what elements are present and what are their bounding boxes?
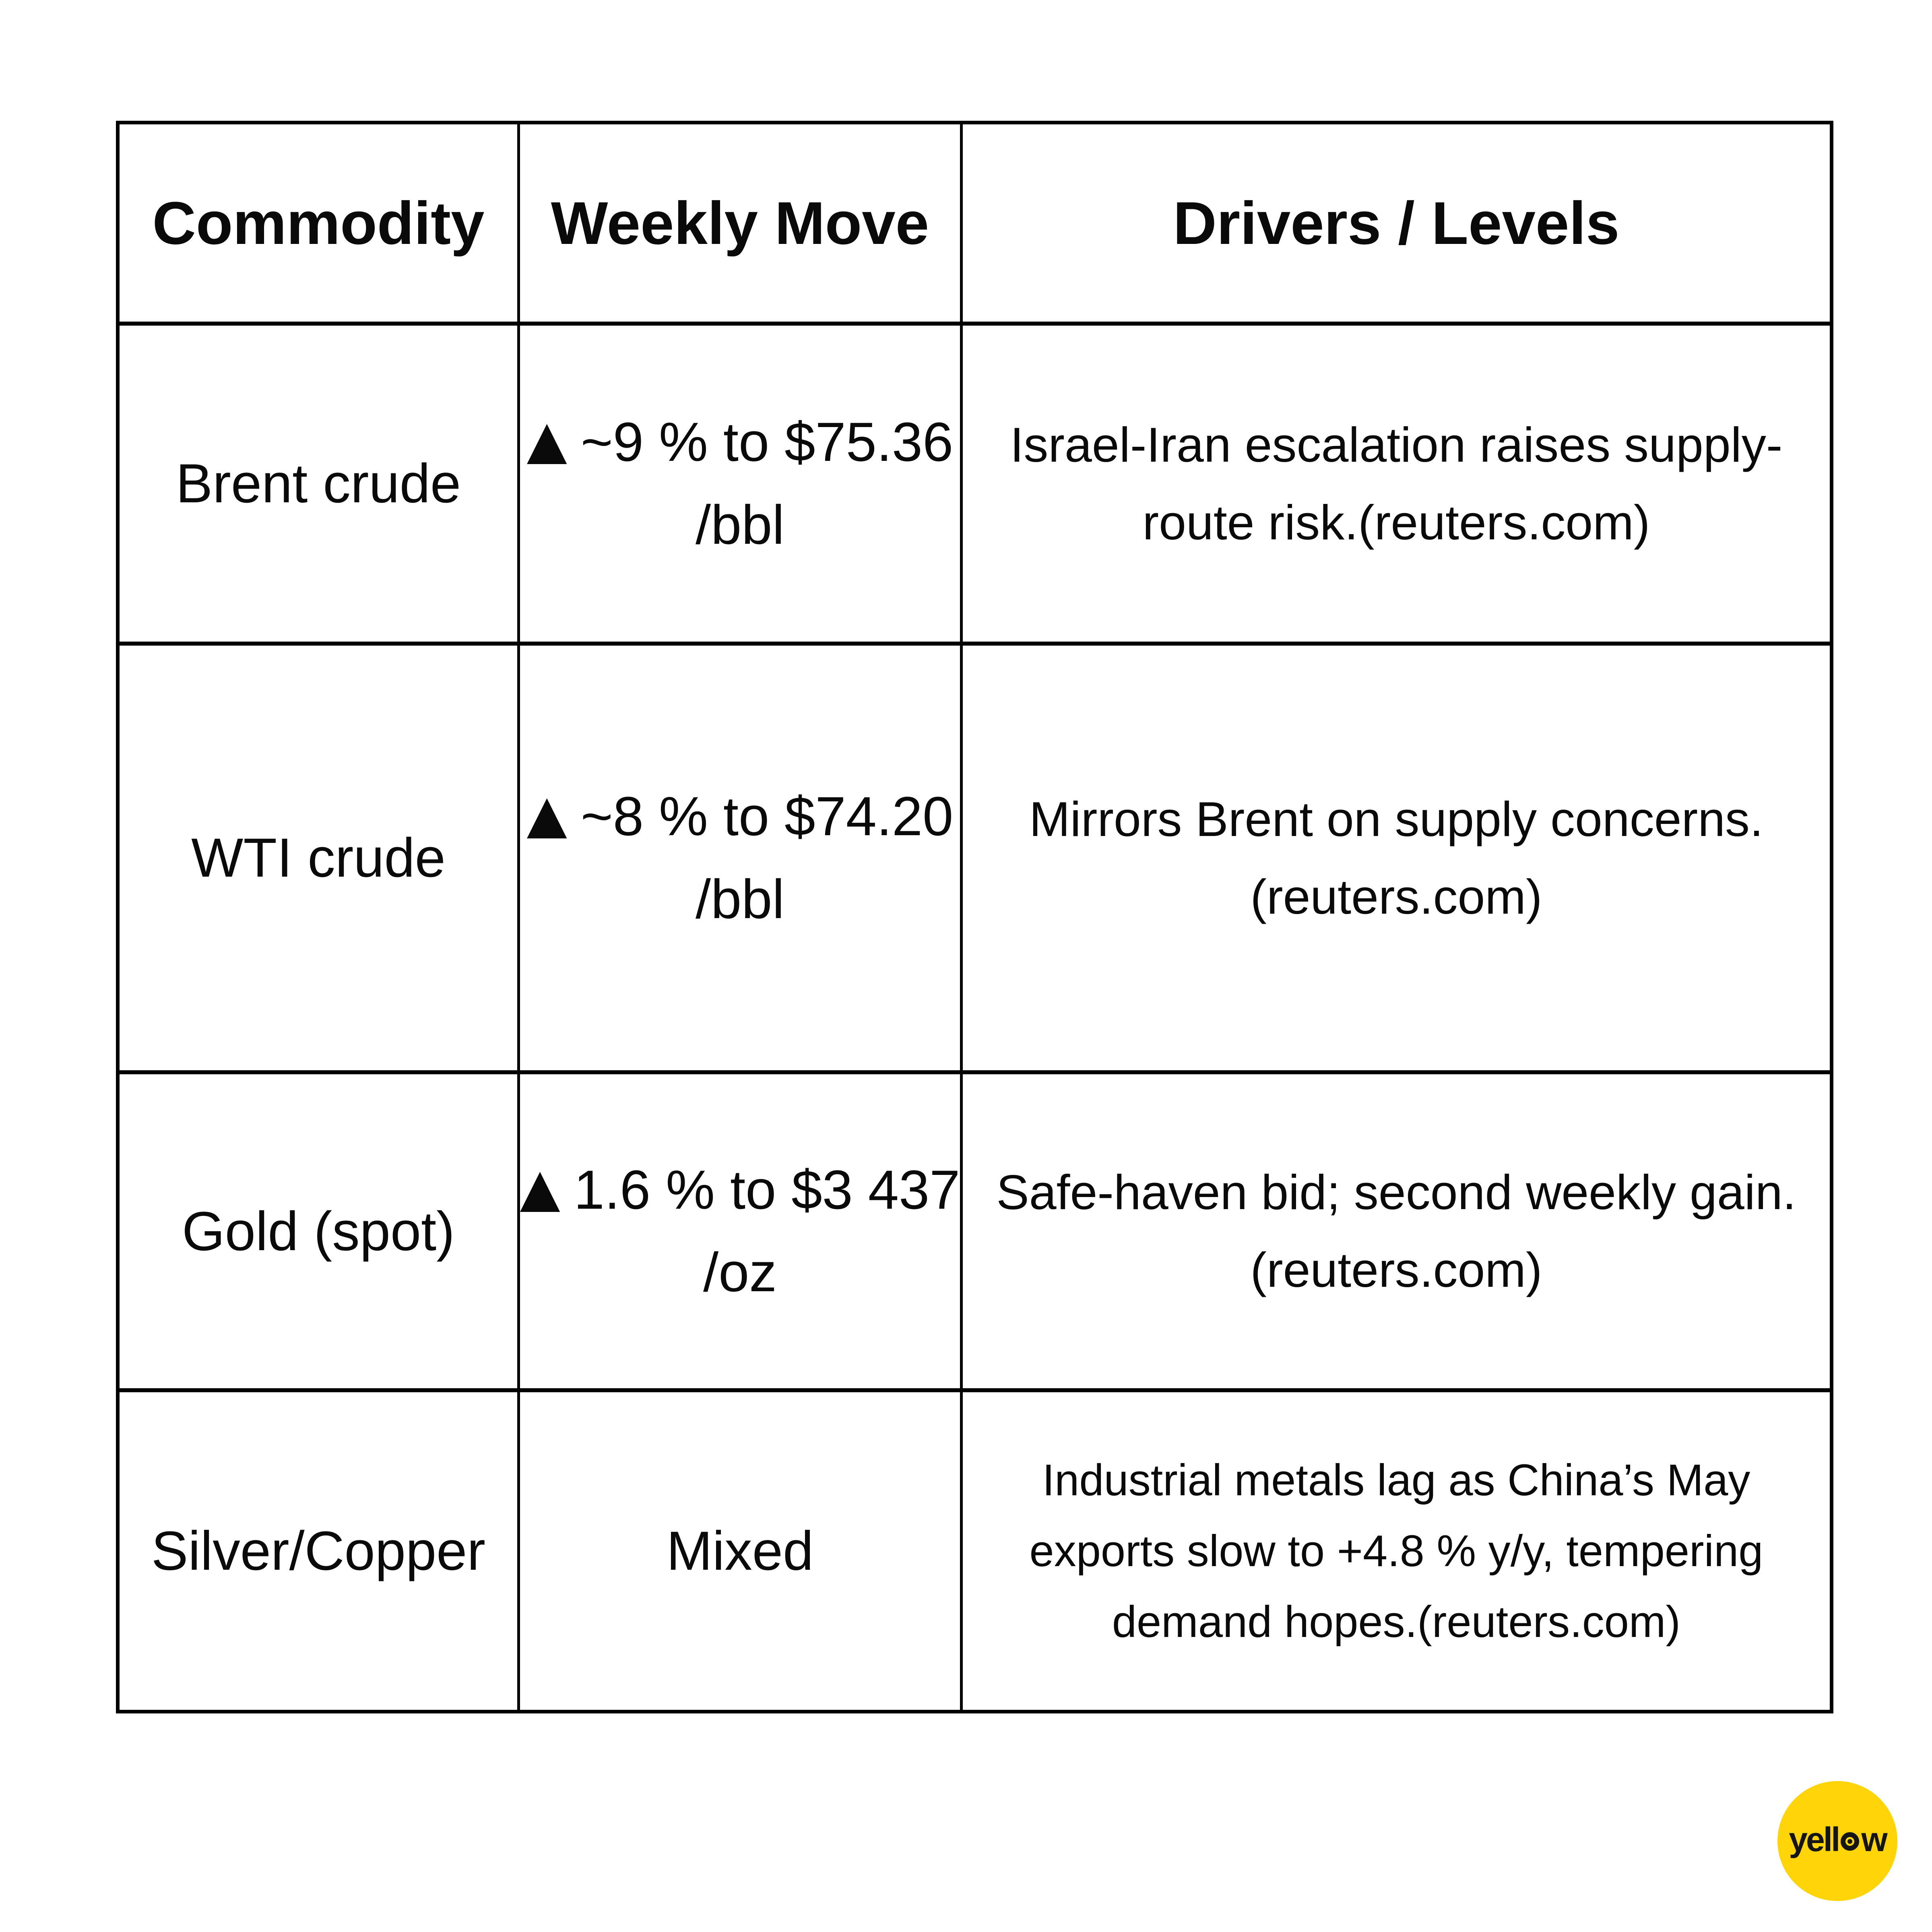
move-text: ~9 % to $75.36 — [580, 411, 954, 473]
drivers-text-line: exports slow to +4.8 % y/y, tempering — [1029, 1526, 1763, 1576]
drivers-text-line: Israel-Iran escalation raises supply- — [1010, 417, 1783, 472]
drivers-cell — [963, 1074, 1830, 1392]
weekly-move-cell — [520, 1392, 963, 1710]
move-unit: /bbl — [696, 868, 784, 930]
logo-text-yell: yell — [1789, 1820, 1839, 1858]
commodities-table — [116, 121, 1833, 1713]
drivers-text-line: Mirrors Brent on supply concerns. — [1029, 791, 1763, 846]
commodity-cell-wti-crude: WTI crude — [120, 646, 520, 1074]
yellow-logo — [1777, 1781, 1897, 1901]
drivers-text-line: (reuters.com) — [1250, 869, 1542, 924]
move-text: Mixed — [666, 1520, 814, 1582]
drivers-cell — [963, 646, 1830, 1074]
move-text: 1.6 % to $3 437 — [574, 1159, 960, 1221]
move-unit: /oz — [703, 1242, 777, 1303]
move-unit: /bbl — [696, 494, 784, 556]
drivers-text-line: route risk.(reuters.com) — [1142, 495, 1650, 550]
weekly-move-cell — [520, 1074, 963, 1392]
drivers-text-line: (reuters.com) — [1250, 1243, 1542, 1297]
commodity-cell-silver-copper: Silver/Copper — [120, 1392, 520, 1710]
drivers-text-line: Industrial metals lag as China’s May — [1042, 1455, 1750, 1505]
weekly-move-cell — [520, 326, 963, 646]
up-triangle-icon: ▲ — [526, 783, 567, 845]
drivers-text-line: demand hopes.(reuters.com) — [1112, 1597, 1681, 1647]
header-drivers-levels: Drivers / Levels — [963, 124, 1830, 326]
header-weekly-move: Weekly Move — [520, 124, 963, 326]
header-commodity: Commodity — [120, 124, 520, 326]
commodity-cell-brent-crude: Brent crude — [120, 326, 520, 646]
move-text: ~8 % to $74.20 — [580, 786, 954, 847]
drivers-text-line: Safe-haven bid; second weekly gain. — [996, 1165, 1796, 1220]
drivers-cell — [963, 1392, 1830, 1710]
logo-bullseye-o-icon — [1841, 1832, 1859, 1851]
commodity-cell-gold-spot: Gold (spot) — [120, 1074, 520, 1392]
up-triangle-icon: ▲ — [526, 409, 567, 471]
up-triangle-icon: ▲ — [520, 1156, 560, 1218]
drivers-cell — [963, 326, 1830, 646]
logo-text-w: w — [1861, 1820, 1886, 1858]
weekly-move-cell — [520, 646, 963, 1074]
yellow-logo-wordmark — [1789, 1820, 1886, 1859]
